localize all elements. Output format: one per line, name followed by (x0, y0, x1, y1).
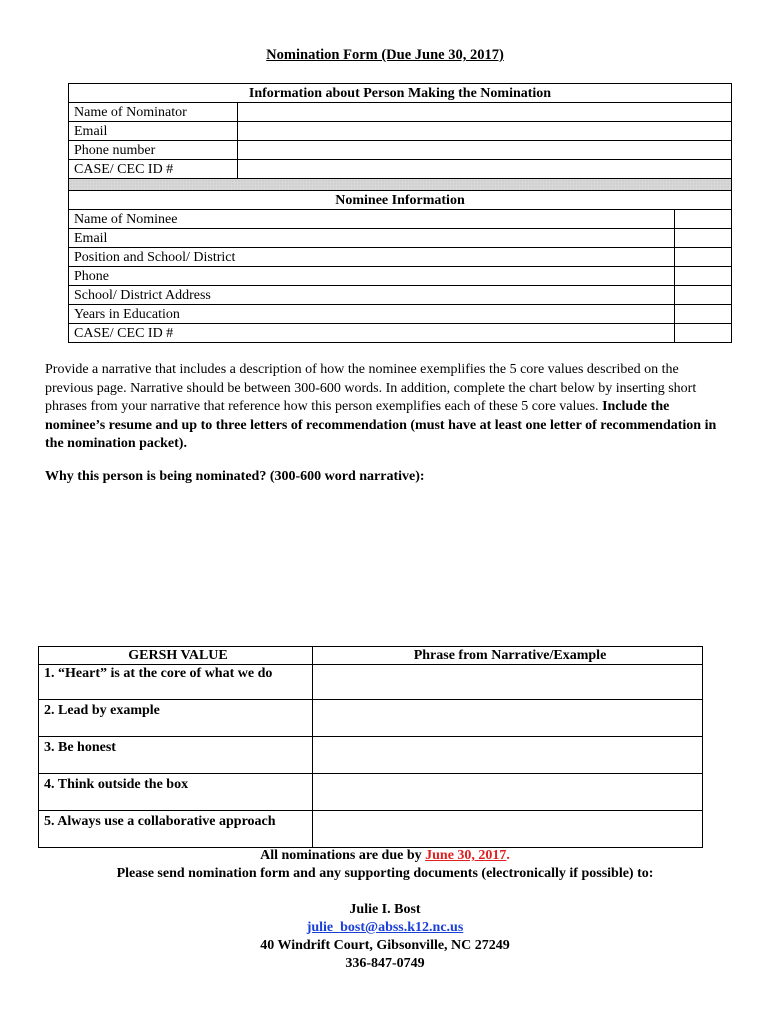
form-title: Nomination Form (Due June 30, 2017) (266, 47, 504, 63)
nominator-section-header: Information about Person Making the Nomination (69, 84, 732, 103)
value-row-label: 4. Think outside the box (39, 774, 313, 811)
narrative-question: Why this person is being nominated? (300-600 word narrative): (45, 469, 425, 484)
phrase-field[interactable] (313, 665, 703, 700)
values-column-header: GERSH VALUE (39, 647, 313, 665)
contact-address: 40 Windrift Court, Gibsonville, NC 27249 (260, 938, 510, 953)
nominee-label: Email (69, 229, 675, 248)
nominee-years-field[interactable] (674, 305, 731, 324)
contact-email-wrap (0, 920, 770, 936)
gersh-values-table (38, 646, 703, 848)
nominee-label: CASE/ CEC ID # (69, 324, 675, 343)
nominee-phone-field[interactable] (674, 267, 731, 286)
nominator-label: Phone number (69, 141, 238, 160)
nominee-name-field[interactable] (674, 210, 731, 229)
contact-name: Julie I. Bost (349, 902, 421, 917)
value-row-label: 2. Lead by example (39, 700, 313, 737)
nomination-info-table (68, 83, 732, 343)
nominee-position-field[interactable] (674, 248, 731, 267)
nominator-label: Name of Nominator (69, 103, 238, 122)
due-suffix: . (506, 848, 510, 863)
nominee-case-id-field[interactable] (674, 324, 731, 343)
nominee-label: Position and School/ District (69, 248, 675, 267)
nominee-label: Name of Nominee (69, 210, 675, 229)
nominee-section-header: Nominee Information (69, 191, 732, 210)
nominator-email-field[interactable] (238, 122, 732, 141)
phrase-field[interactable] (313, 774, 703, 811)
send-instructions: Please send nomination form and any supporting documents (electronically if possible) to: (116, 866, 654, 881)
nominator-label: Email (69, 122, 238, 141)
nominator-phone-field[interactable] (238, 141, 732, 160)
nominator-name-field[interactable] (238, 103, 732, 122)
nominee-label: Phone (69, 267, 675, 286)
instructions-paragraph (45, 361, 717, 454)
phrase-field[interactable] (313, 811, 703, 848)
due-date: June 30, 2017 (425, 848, 507, 863)
nominee-label: School/ District Address (69, 286, 675, 305)
nominee-label: Years in Education (69, 305, 675, 324)
phrase-field[interactable] (313, 737, 703, 774)
nominator-case-id-field[interactable] (238, 160, 732, 179)
shaded-divider-row (69, 179, 732, 191)
phrase-column-header: Phrase from Narrative/Example (313, 647, 703, 665)
contact-email-link[interactable]: julie_bost@abss.k12.nc.us (306, 920, 464, 935)
nominee-email-field[interactable] (674, 229, 731, 248)
phrase-field[interactable] (313, 700, 703, 737)
value-row-label: 5. Always use a collaborative approach (39, 811, 313, 848)
nominator-label: CASE/ CEC ID # (69, 160, 238, 179)
due-line (0, 848, 770, 864)
nominee-address-field[interactable] (674, 286, 731, 305)
instructions-bold-text: Include the nominee’s resume and up to three letters of recommendation (must have at least one letter of recommendation in the nomination packet). (45, 399, 717, 451)
due-prefix: All nominations are due by (260, 848, 426, 863)
value-row-label: 1. “Heart” is at the core of what we do (39, 665, 313, 700)
value-row-label: 3. Be honest (39, 737, 313, 774)
contact-phone: 336-847-0749 (345, 956, 425, 971)
instructions-text: Provide a narrative that includes a description of how the nominee exemplifies the 5 core values described on the previous page. Narrative should be between 300-600 words. In addition, complete the chart below by inserting short phrases from your narrative that reference how this person exemplifies each of these 5 core values. (45, 362, 697, 414)
